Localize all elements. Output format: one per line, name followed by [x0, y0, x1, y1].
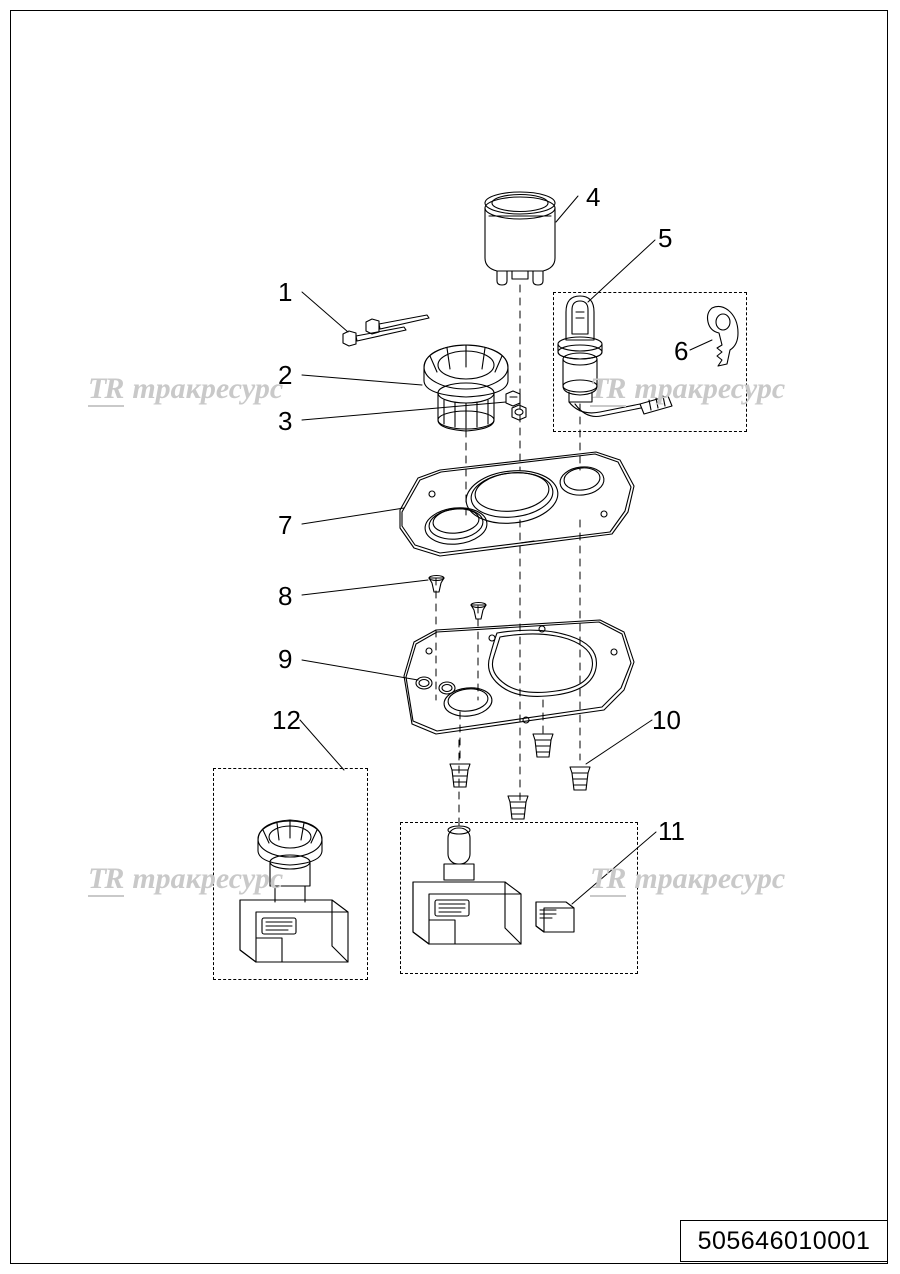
- watermark-logo-top-left: [88, 372, 283, 406]
- watermark-text: тракресурс: [132, 372, 284, 405]
- callout-2: 2: [278, 360, 293, 390]
- group-box-valve-11: [400, 822, 638, 974]
- watermark-tr-mark: TR: [88, 862, 123, 895]
- watermark-text: тракресурс: [634, 372, 786, 405]
- callout-3: 3: [278, 406, 293, 436]
- callout-7: 7: [278, 510, 293, 540]
- callout-6: 6: [674, 336, 689, 366]
- watermark-text: тракресурс: [634, 862, 786, 895]
- watermark-text: тракресурс: [132, 862, 284, 895]
- part-number-value: 505646010001: [697, 1226, 871, 1255]
- drawing-frame-border: [10, 10, 888, 1264]
- callout-12: 12: [272, 705, 301, 735]
- watermark-logo-bottom-right: [590, 862, 785, 896]
- watermark-logo-top-right: [590, 372, 785, 406]
- part-number-box: [680, 1220, 888, 1262]
- watermark-tr-mark: TR: [590, 862, 625, 895]
- callout-10: 10: [652, 705, 681, 735]
- watermark-tr-mark: TR: [590, 372, 625, 405]
- callout-11: 11: [658, 816, 685, 846]
- watermark-tr-mark: TR: [88, 372, 123, 405]
- callout-9: 9: [278, 644, 293, 674]
- watermark-logo-bottom-left: [88, 862, 283, 896]
- callout-8: 8: [278, 581, 293, 611]
- callout-1: 1: [278, 277, 293, 307]
- callout-5: 5: [658, 223, 673, 253]
- callout-4: 4: [586, 182, 601, 212]
- group-box-ignition: [553, 292, 747, 432]
